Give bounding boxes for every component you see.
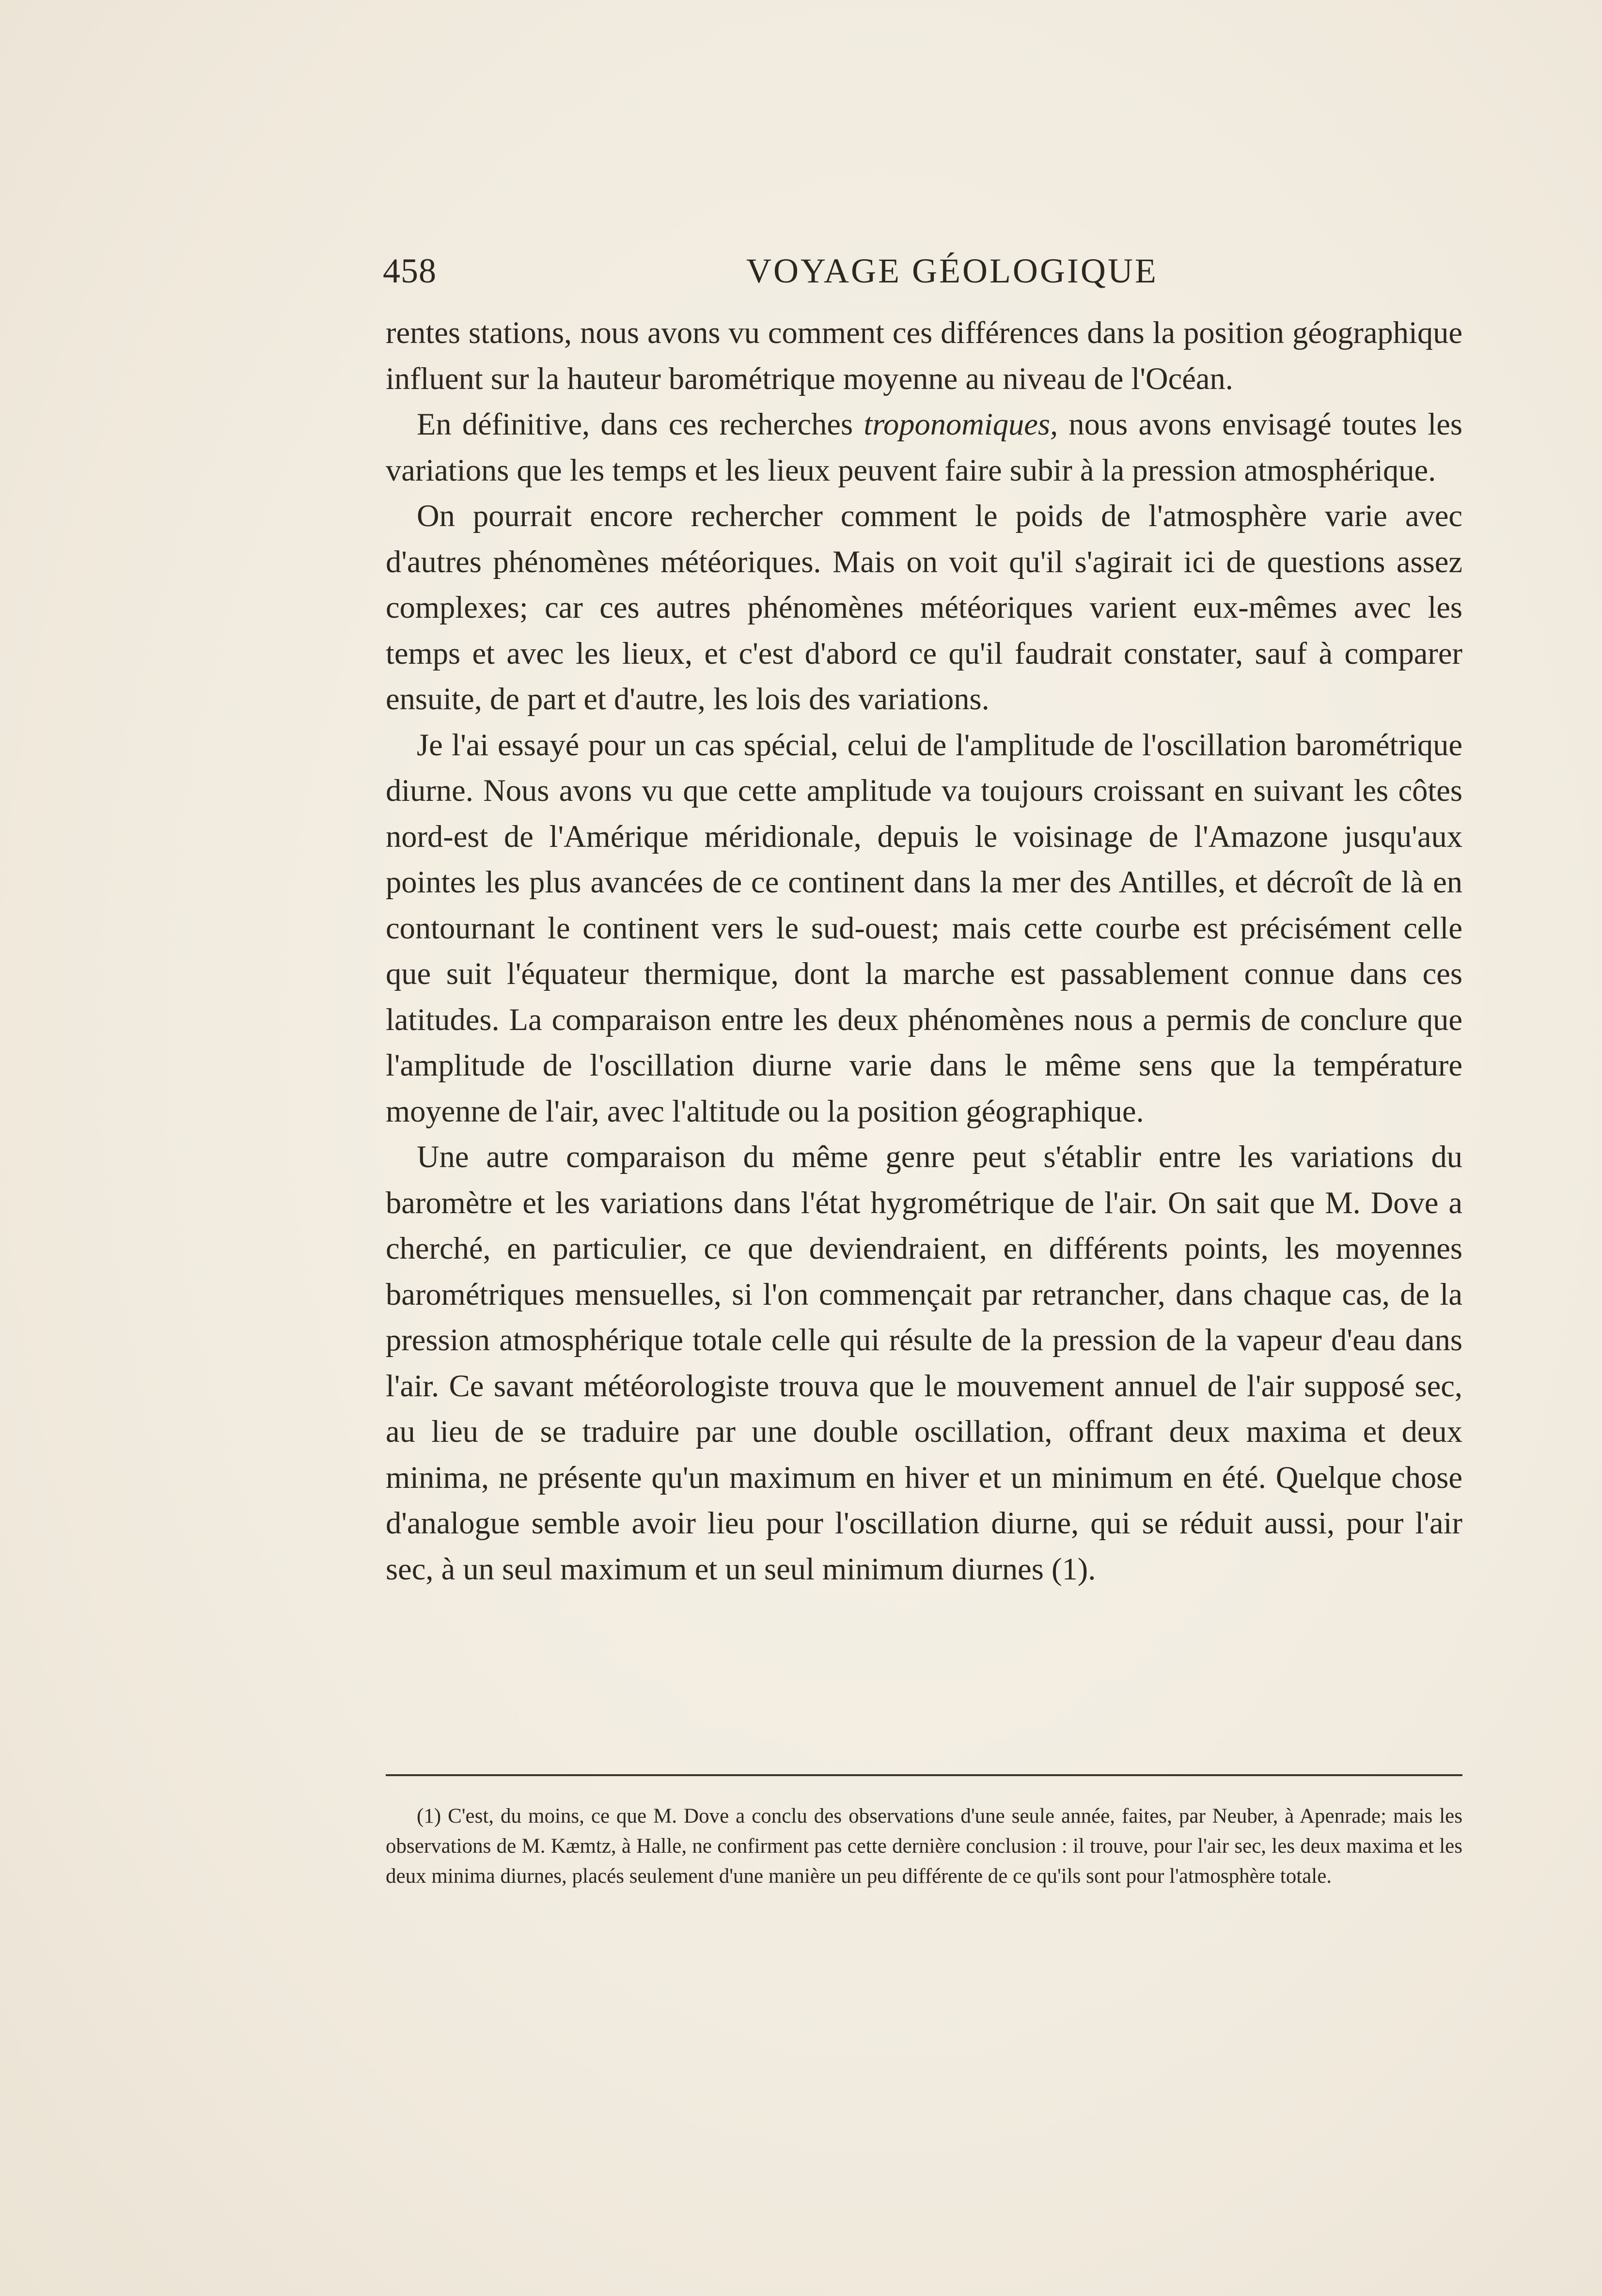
paragraph-hygrometric: Une autre comparaison du même genre peut s'établir entre les variations du baromètre et les variations dans l'état hygrométrique de l'air. On sait que M. Dove a cherché, en particulier, ce que deviendraient, en différents points, les moyennes barométriques mensuelles, si l'on commençait par retrancher, dans chaque cas, de la pression atmosphérique totale celle qui résulte de la pression de la vapeur d'eau dans l'air. Ce savant météorologiste trouva que le mouvement annuel de l'air supposé sec, au lieu de se traduire par une double oscillation, offrant deux maxima et deux minima, ne présente qu'un maximum en hiver et un minimum en été. Quelque chose d'analogue semble avoir lieu pour l'oscillation diurne, qui se réduit aussi, pour l'air sec, à un seul maximum et un seul minimum diurnes (1). xyxy=(386,1140,1462,1586)
body-text xyxy=(386,310,1462,1592)
page-header xyxy=(383,251,1468,304)
footnote-rule xyxy=(386,1774,1462,1776)
footnote: (1) C'est, du moins, ce que M. Dove a conclu des observations d'une seule année, faites, par Neuber, à Apenrade; mais les observations de M. Kæmtz, à Halle, ne confirment pas cette dernière conclusion : il trouve, pour l'air sec, les deux maxima et les deux minima diurnes, placés seulement d'une manière un peu différente de ce qu'ils sont pour l'atmosphère totale. xyxy=(386,1805,1462,1888)
paragraph-continuation: rentes stations, nous avons vu comment ces différences dans la position géographique influent sur la hauteur barométrique moyenne au niveau de l'Océan. xyxy=(386,315,1462,396)
page-number: 458 xyxy=(383,251,437,290)
running-head: VOYAGE GÉOLOGIQUE xyxy=(746,251,1158,290)
paragraph-text: nous avons envisagé toutes les variations que les temps et les lieux peuvent faire subir à la pression atmosphérique. xyxy=(386,407,1462,487)
paragraph-definitive xyxy=(386,402,1462,493)
italic-term: troponomiques, xyxy=(864,407,1058,441)
paragraph-amplitude: Je l'ai essayé pour un cas spécial, celui de l'amplitude de l'oscillation barométrique diurne. Nous avons vu que cette amplitude va toujours croissant en suivant les côtes nord-est de l'Amérique méridionale, depuis le voisinage de l'Amazone jusqu'aux pointes les plus avancées de ce continent dans la mer des Antilles, et décroît de là en contournant le continent vers le sud-ouest; mais cette courbe est précisément celle que suit l'équateur thermique, dont la marche est passablement connue dans ces latitudes. La comparaison entre les deux phénomènes nous a permis de conclure que l'amplitude de l'oscillation diurne varie dans le même sens que la température moyenne de l'air, avec l'altitude ou la position géographique. xyxy=(386,727,1462,1128)
paragraph-phenomena: On pourrait encore rechercher comment le poids de l'atmosphère varie avec d'autres phénomènes météoriques. Mais on voit qu'il s'agirait ici de questions assez complexes; car ces autres phénomènes météoriques varient eux-mêmes avec les temps et avec les lieux, et c'est d'abord ce qu'il faudrait constater, sauf à comparer ensuite, de part et d'autre, les lois des variations. xyxy=(386,499,1462,716)
paragraph-text: En définitive, dans ces recherches xyxy=(417,407,864,441)
